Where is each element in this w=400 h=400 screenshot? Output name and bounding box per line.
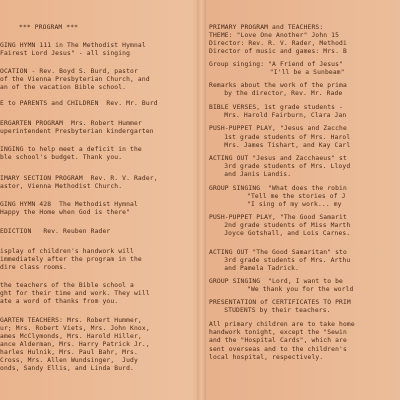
program-text-line: isplay of children's handwork will [0, 247, 134, 255]
primary-program-text-line: local hospital, respectively. [209, 353, 324, 361]
program-text-line: harles Hulnik, Mrs. Paul Bahr, Mrs. [0, 349, 138, 357]
primary-program-text-line: PUSH-PUPPET PLAY, "The Good Samarit [209, 213, 347, 221]
page-fold-divider [197, 0, 206, 400]
program-text-line: GING HYMN 428 The Methodist Hymnal [0, 200, 138, 208]
primary-program-text-line: handwork tonight, except the "Sewin [209, 329, 347, 337]
program-text-line: Fairest Lord Jesus" - all singing [0, 50, 131, 58]
primary-program-text-line: 3rd grade students of Mrs. Lloyd [224, 162, 351, 170]
primary-program-text-line: Group singing: "A Friend of Jesus" [209, 61, 343, 69]
program-text-line: GARTEN TEACHERS: Mrs. Robert Hummer, [0, 317, 142, 325]
program-text-line: GING HYMN 111 in The Methodist Hymnal [0, 42, 146, 50]
primary-program-text-line: PRESENTATION of CERTIFICATES TO PRIM [209, 299, 351, 307]
primary-program-text-line: and Pamela Tadrick. [224, 265, 300, 273]
primary-program-text-line: and Janis Landis. [224, 170, 292, 178]
program-text-line: ble school's budget. Thank you. [0, 154, 123, 162]
program-text-line: of the Vienna Presbyterian Church, and [0, 76, 150, 84]
program-text-line: uperintendent Presbyterian kindergarten [0, 128, 154, 136]
primary-program-text-line: Director: Rev. R. V. Rader, Methodi [209, 40, 347, 48]
program-text-line: EDICTION Rev. Reuben Rader [0, 227, 111, 235]
program-text-line: ate a word of thanks from you. [0, 297, 119, 305]
program-text-line: immediately after the program in the [0, 255, 142, 263]
program-text-line: dire class rooms. [0, 263, 67, 271]
primary-program-text-line: "Tell me the stories of J [247, 192, 346, 200]
primary-program-text-line: Remarks about the work of the prima [209, 82, 347, 90]
primary-program-text-line: GROUP SINGING "What does the robin [209, 184, 347, 192]
program-text-line: Cross, Mrs. Allen Wundsinger, Judy [0, 357, 138, 365]
primary-program-text-line: ACTING OUT "The Good Samaritan" sto [209, 249, 347, 257]
primary-program-text-line: "I'll be a Sunbeam" [269, 69, 345, 77]
program-text-line: the teachers of the Bible school a [0, 281, 134, 289]
program-text-line: INGING to help meet a deficit in the [0, 146, 142, 154]
primary-program-text-line: STUDENTS by their teachers. [224, 307, 331, 315]
left-page-column [0, 0, 196, 400]
primary-program-text-line: "I sing of my work... my [247, 200, 342, 208]
program-text-line: *** PROGRAM *** [19, 24, 79, 31]
program-text-line: ur; Mrs. Robert Viets, Mrs. John Knox, [0, 325, 150, 333]
primary-program-text-line: ACTING OUT "Jesus and Zacchaeus" st [209, 154, 347, 162]
primary-program-text-line: "We thank you for the world [247, 286, 354, 294]
primary-program-text-line: All primary children are to take home [209, 321, 355, 329]
program-text-line: E to PARENTS and CHILDREN Rev. Mr. Burd [0, 100, 158, 108]
primary-program-text-line: THEME: "Love One Another" John 15 [209, 32, 340, 40]
program-text-line: ERGARTEN PROGRAM Mrs. Robert Hummer [0, 120, 142, 128]
primary-program-text-line: Joyce Gotshall, and Lois Carnes. [224, 229, 351, 237]
primary-program-text-line: PUSH-PUPPET PLAY, "Jesus and Zacche [209, 125, 347, 133]
primary-program-text-line: BIBLE VERSES, 1st grade students - [209, 104, 343, 112]
program-text-line: onds, Sandy Ellis, and Linda Burd. [0, 365, 134, 373]
primary-program-text-line: PRIMARY PROGRAM and TEACHERS: [209, 24, 324, 31]
primary-program-text-line: Mrs. James Tishart, and Kay Carl [224, 141, 351, 149]
primary-program-text-line: Director of music and games: Mrs. B [209, 48, 347, 56]
program-text-line: ance Alderman, Mrs. Harry Patrick Jr., [0, 341, 150, 349]
primary-program-text-line: by the director, Rev. Mr. Rade [224, 90, 343, 98]
program-text-line: ght for their time and work. They will [0, 289, 150, 297]
program-text-line: OCATION - Rev. Boyd S. Burd, pastor [0, 68, 138, 76]
primary-program-text-line: and the "Hospital Cards", which are [209, 337, 347, 345]
right-page-column [209, 0, 400, 400]
program-text-line: Happy the Home when God is there" [0, 208, 131, 216]
primary-program-text-line: 1st grade students of Mrs. Harol [224, 133, 351, 141]
program-text-line: IMARY SECTION PROGRAM Rev. R. V. Rader, [0, 174, 158, 182]
program-text-line: astor, Vienna Methodist Church. [0, 182, 123, 190]
primary-program-text-line: 3rd grade students of Mrs. Arthu [224, 257, 351, 265]
primary-program-text-line: sent overseas and to the children's [209, 345, 347, 353]
program-text-line: ames McClymonds, Mrs. Harold Hiller, [0, 333, 142, 341]
primary-program-text-line: GROUP SINGING "Lord, I want to be [209, 278, 343, 286]
primary-program-text-line: Mrs. Harold Fairburn, Clara Jan [224, 112, 347, 120]
program-text-line: an of the vacation Bible school. [0, 84, 127, 92]
primary-program-text-line: 2nd grade students of Miss Marth [224, 221, 351, 229]
